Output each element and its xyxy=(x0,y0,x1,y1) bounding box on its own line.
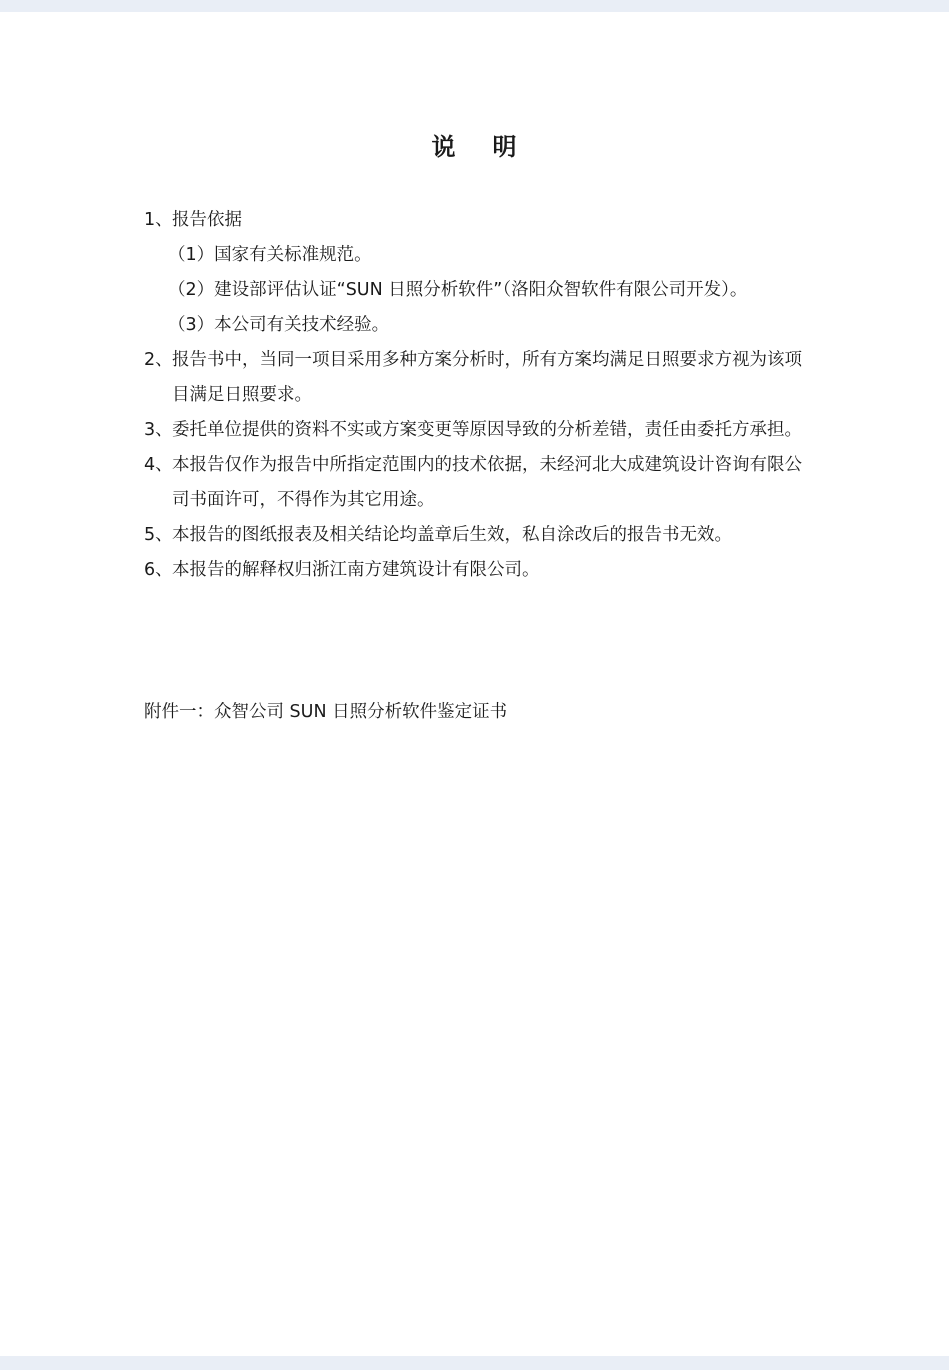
note-number: 1、 xyxy=(144,210,173,230)
basis-item-3: （3）本公司有关技术经验。 xyxy=(168,315,390,335)
title-char-2: 明 xyxy=(492,133,518,161)
note-text: 报告依据 xyxy=(172,210,242,230)
note-text: 本报告的图纸报表及相关结论均盖章后生效，私自涂改后的报告书无效。 xyxy=(172,525,732,545)
page-title xyxy=(0,132,949,162)
basis-item-1: （1）国家有关标准规范。 xyxy=(168,245,372,265)
note-item-5 xyxy=(144,518,809,553)
note-number: 6、 xyxy=(144,560,173,580)
note-item-6 xyxy=(144,553,809,588)
note-number: 5、 xyxy=(144,525,173,545)
document-page xyxy=(0,12,949,1356)
note-text: 委托单位提供的资料不实或方案变更等原因导致的分析差错，责任由委托方承担。 xyxy=(172,420,802,440)
note-item-4 xyxy=(144,448,809,518)
note-text: 本报告的解释权归浙江南方建筑设计有限公司。 xyxy=(172,560,540,580)
note-item-3 xyxy=(144,413,809,448)
basis-item-2: （2）建设部评估认证“SUN 日照分析软件”（洛阳众智软件有限公司开发）。 xyxy=(168,280,748,300)
attachment-note: 附件一：众智公司 SUN 日照分析软件鉴定证书 xyxy=(144,702,508,722)
notes-list xyxy=(144,203,809,588)
note-text: 报告书中，当同一项目采用多种方案分析时，所有方案均满足日照要求方视为该项目满足日照要求。 xyxy=(172,350,802,405)
note-item-1 xyxy=(144,203,809,238)
title-char-1: 说 xyxy=(431,133,457,161)
note-item-2 xyxy=(144,343,809,413)
note-number: 4、 xyxy=(144,455,173,475)
note-number: 2、 xyxy=(144,350,173,370)
note-text: 本报告仅作为报告中所指定范围内的技术依据，未经河北大成建筑设计咨询有限公司书面许可，不得作为其它用途。 xyxy=(172,455,802,510)
note-number: 3、 xyxy=(144,420,173,440)
